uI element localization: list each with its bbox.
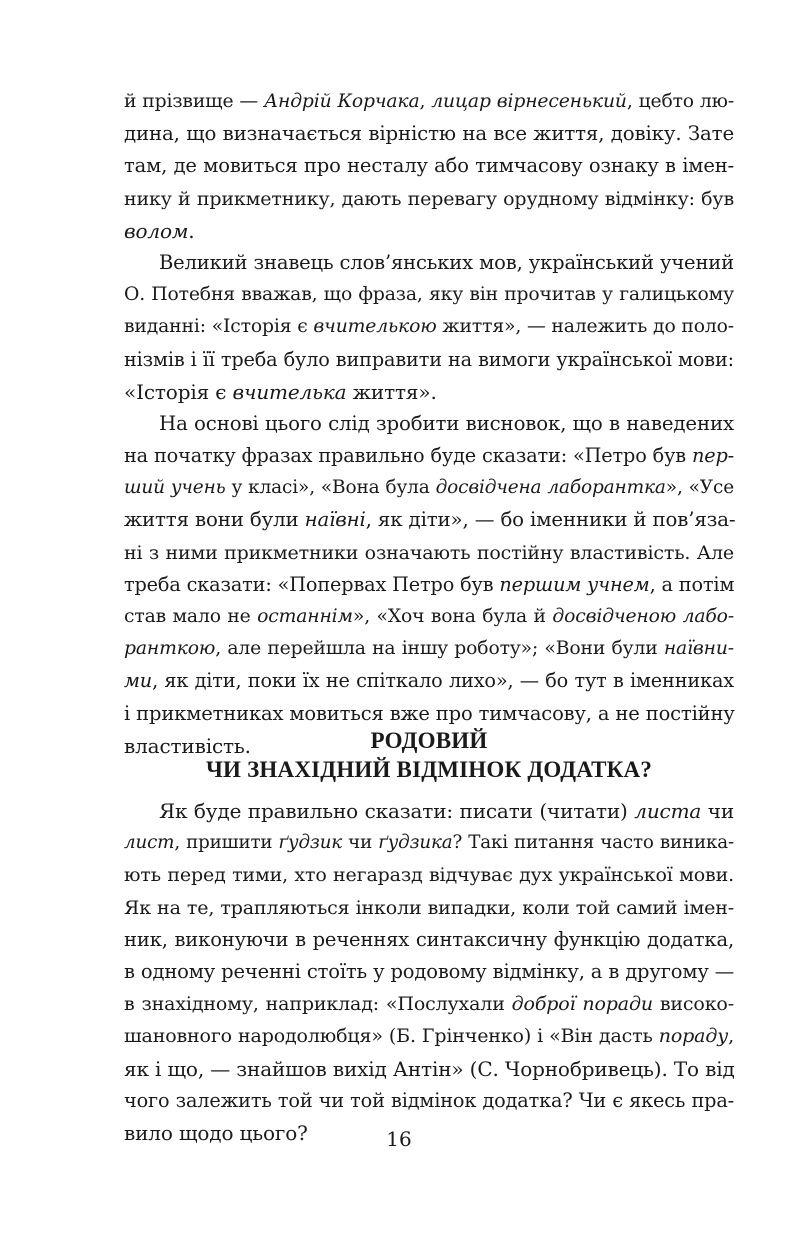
text-run: ,	[728, 1025, 734, 1048]
text-run: Як буде правильно сказати: писати (читати)	[159, 799, 635, 823]
text-line	[124, 183, 734, 215]
italic-term: наївни-	[663, 638, 734, 660]
text-line	[124, 698, 734, 730]
italic-term: ший учень	[124, 477, 226, 499]
text-run: », «Усе	[665, 477, 735, 499]
text-line	[124, 1085, 734, 1117]
italic-term: наївні	[304, 508, 366, 532]
paragraph	[124, 795, 734, 1149]
text-run: виданні: «Історія є	[124, 316, 314, 338]
text-block-bottom	[124, 795, 734, 1149]
text-run: шановного народолюбця» (Б. Грінченко) і «Він дасть	[124, 1025, 659, 1048]
italic-term: лист	[124, 832, 175, 854]
text-run: чого залежить той чи той відмінок додатка? Чи є якесь пра-	[124, 1088, 734, 1112]
text-run: властивість.	[124, 733, 251, 758]
italic-term: пораду	[658, 1025, 729, 1048]
text-block-top	[124, 86, 734, 762]
text-run: О. Потебня вважав, що фраза, яку він прочитав у галицькому	[124, 284, 734, 306]
text-run: На основі цього слід зробити висновок, що в наведених	[159, 411, 734, 435]
text-run: чи	[342, 832, 379, 854]
text-run: нізмів і її треба було виправити на вимоги української мови:	[124, 347, 734, 371]
text-run: , а потім	[649, 572, 735, 596]
text-run: треба сказати: «Попервах Петро був	[124, 572, 500, 596]
paragraph	[124, 247, 734, 408]
italic-term: досвідчена лаборантка	[435, 477, 666, 499]
text-run: в одному реченні стоїть у родовому відмінку, а в другому —	[124, 959, 735, 983]
page-number: 16	[386, 1127, 412, 1151]
text-run: і прикметниках мовиться вже про тимчасову, а не постійну	[124, 701, 735, 725]
text-run: ні з ними прикметники означають постійну властивість. Але	[124, 541, 734, 564]
text-run: в знахідному, наприклад: «Послухали	[124, 993, 512, 1016]
text-line	[124, 150, 734, 182]
text-line	[124, 665, 734, 697]
text-run: ник, виконуючи в реченнях синтаксичну функцію додатка,	[124, 927, 734, 951]
heading-line-2: ЧИ ЗНАХІДНИЙ ВІДМІНОК ДОДАТКА?	[205, 757, 653, 782]
text-run: як і що, — знайшов вихід Антін» (С. Чорнобривець). То від	[124, 1056, 735, 1081]
text-run: й прізвище —	[124, 91, 264, 112]
text-line	[124, 86, 734, 118]
text-line	[124, 311, 734, 343]
text-line	[124, 1053, 734, 1085]
text-run: Великий знавець слов’янських мов, український учений	[159, 250, 734, 274]
text-run: , цебто лю-	[626, 91, 735, 112]
text-line	[124, 569, 734, 601]
text-run: , як діти, поки їх не спіткало лихо», — бо тут в іменниках	[152, 669, 734, 693]
text-line	[124, 504, 734, 536]
text-line	[124, 924, 734, 956]
text-run: життя».	[346, 379, 437, 404]
italic-term: ґудзика	[378, 832, 453, 854]
text-run: », «Хоч вона була й	[352, 606, 553, 627]
text-run: , пришити	[174, 832, 279, 854]
italic-term: першим учнем	[499, 572, 650, 596]
text-run: високо-	[652, 993, 734, 1016]
text-run: , але перейшла на іншу роботу»; «Вони були	[215, 638, 664, 660]
italic-term: ранткою	[124, 638, 216, 660]
text-run: дина, що визначається вірністю на все життя, довіку. Зате	[124, 122, 734, 146]
text-run: , як діти», — бо іменники й пов’яза-	[365, 508, 736, 532]
text-line	[124, 988, 734, 1020]
text-run: «Історія є	[124, 379, 233, 404]
text-line	[124, 279, 734, 311]
italic-term: ми	[124, 669, 153, 693]
paragraph	[124, 86, 734, 247]
text-run: .	[188, 218, 195, 243]
text-line	[124, 537, 734, 569]
italic-term: ґудзик	[278, 832, 343, 854]
paragraph	[124, 408, 734, 762]
text-line	[124, 892, 734, 924]
text-line	[124, 376, 734, 408]
text-run: ? Такі питання часто виника-	[452, 832, 735, 854]
italic-term: останнім	[257, 606, 353, 627]
italic-term: волом	[124, 218, 189, 243]
text-line	[124, 795, 734, 827]
text-run: нику й прикметнику, дають перевагу орудному відмінку: був	[124, 187, 734, 210]
text-run: життя», — належить до поло-	[436, 316, 734, 338]
text-run: Як на те, трапляються інколи випадки, коли той самий імен-	[124, 896, 734, 919]
italic-term: листа	[634, 799, 702, 823]
italic-term: лицар вірнесенький	[431, 91, 627, 112]
text-line	[124, 956, 734, 988]
text-line	[124, 601, 734, 633]
text-run: у класі», «Вона була	[225, 477, 436, 499]
text-run: там, де мовиться про несталу або тимчасову ознаку в імен-	[124, 154, 734, 178]
italic-term: пер-	[691, 444, 734, 468]
text-line	[124, 827, 734, 859]
text-line	[124, 247, 734, 279]
italic-term: Андрій Корчака	[263, 91, 420, 112]
text-run: ють перед тими, хто негаразд відчуває дух української мови.	[124, 864, 734, 887]
italic-term: вчителька	[232, 379, 347, 404]
text-run: життя вони були	[124, 508, 305, 532]
italic-term: вчителькою	[313, 316, 437, 338]
text-line	[124, 472, 734, 504]
italic-term: доброї поради	[511, 993, 653, 1016]
text-line	[124, 408, 734, 440]
text-line	[124, 859, 734, 891]
text-run: вило щодо цього?	[124, 1120, 308, 1145]
text-line	[124, 1020, 734, 1052]
text-run: став мало не	[124, 606, 258, 627]
text-line	[124, 633, 734, 665]
text-line	[124, 215, 734, 247]
italic-term: досвідченою лабо-	[552, 606, 735, 627]
text-run: чи	[701, 799, 734, 823]
section-heading	[124, 726, 734, 784]
text-line	[124, 440, 734, 472]
text-run: на початку фразах правильно буде сказати: «Петро був	[124, 444, 692, 468]
text-line	[124, 118, 734, 150]
text-run: ,	[419, 91, 432, 112]
text-line	[124, 344, 734, 376]
heading-line-1: РОДОВИЙ	[370, 728, 488, 753]
